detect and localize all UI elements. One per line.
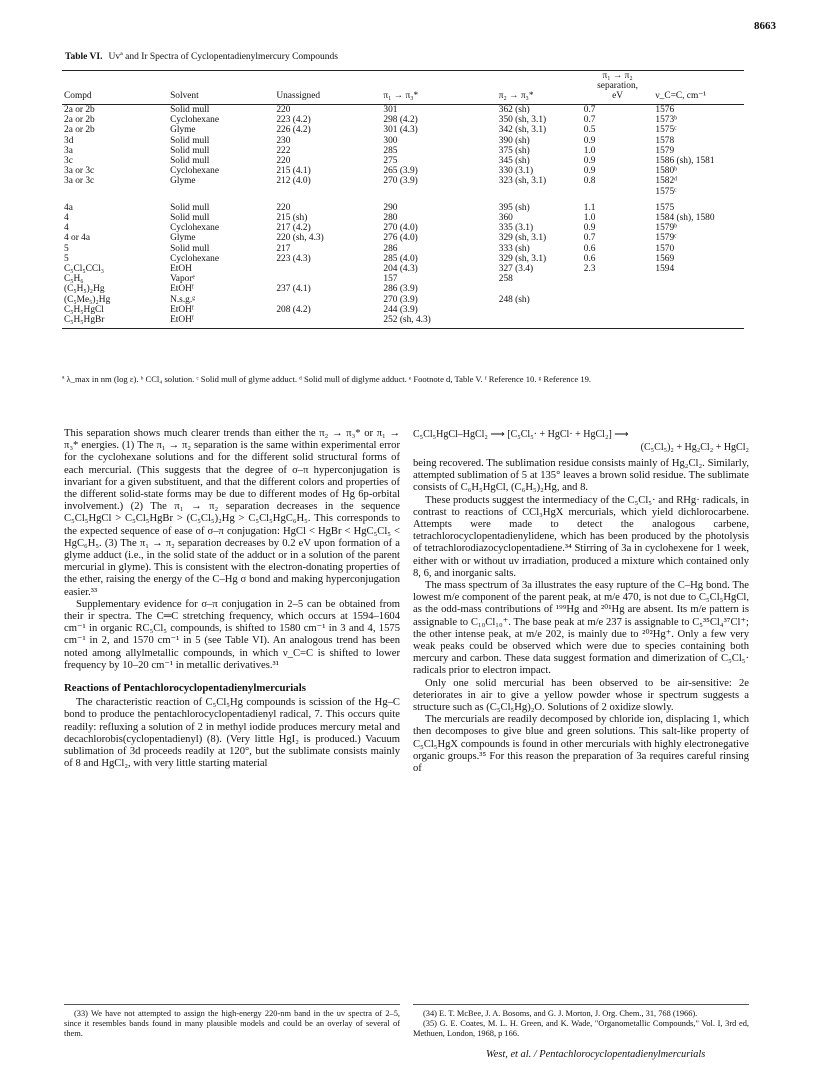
cell-compd: 3a or 3c	[64, 166, 95, 177]
cell-pi2-pi3star: 342 (sh, 3.1)	[498, 125, 547, 136]
cell-unassigned: 223 (4.2)	[276, 115, 311, 126]
section-heading: Reactions of Pentachlorocyclopentadienylmercurials	[64, 682, 306, 695]
cell-unassigned: 217 (4.2)	[276, 223, 311, 234]
table-row	[62, 125, 744, 135]
cell-unassigned: 222	[276, 145, 291, 156]
cell-compd: 4a	[64, 202, 73, 213]
cell-separation: 0.5	[583, 125, 596, 136]
cell-solvent: Glyme	[170, 125, 196, 136]
table-row	[62, 284, 744, 294]
table-label: Table VI.	[65, 52, 103, 62]
cell-separation	[582, 284, 654, 294]
cell-compd: C₅H₅HgCl	[64, 304, 104, 315]
cell-solvent: Solid mull	[170, 105, 210, 115]
equation-line-2: (C₅Cl₅)₂ + Hg₂Cl₂ + HgCl₂	[640, 442, 749, 453]
cell-compd: 2a or 2b	[64, 115, 95, 126]
cell-solvent: Glyme	[170, 176, 196, 187]
cell-compd: C₅H₅HgBr	[62, 315, 168, 329]
left-paragraph-1: This separation shows much clearer trends than either the π₂ → π₃* or π₁ → π₃* energies. (1) The π₁ → π₂ separation is the same within experimental error for the cyclohexane solutions and for the different solid structural forms of each mercurial. (This suggests that the degree of σ–π hyperconjugation is invariant for a given substituent, and that the different colors and properties of the different solid-state forms may be due to different modes of Hg 6p-orbital involvement.) (2) The π₁ → π₂ separation decreases in the sequence C₅Cl₅HgCl > C₅Cl₅HgBr > (C₅Cl₅)₂Hg > C₅Cl₅HgC₆H₅. This corresponds to the expected sequence of ease of σ–π conjugation: HgCl < HgBr < HgC₅Cl₅ < HgC₆H₅. (3) The π₁ → π₂ separation decreases by 0.2 eV upon formation of a glyme adduct (i.e., in the solid state of the adduct or in a solution of the parent mercurial in glyme). This is consistent with the electron-donating properties of the ether, raising the energy of the C–Hg σ bond and making hyperconjugation easier.³³	[64, 428, 400, 598]
table-row	[62, 274, 744, 284]
page-number: 8663	[754, 20, 776, 32]
header-pi2-pi3star: π₂ → π₃*	[497, 71, 582, 105]
cell-separation: 1.1	[583, 202, 596, 213]
cell-separation: 0.9	[583, 156, 596, 167]
cell-pi2-pi3star: 345 (sh)	[498, 156, 530, 167]
cell-unassigned: 220	[276, 105, 291, 115]
cell-pi2-pi3star: 350 (sh, 3.1)	[498, 115, 547, 126]
cell-pi1-pi3star: 285	[383, 145, 398, 156]
cell-pi2-pi3star	[497, 305, 582, 315]
cell-compd: (C₅Me₅)₂Hg	[64, 294, 111, 305]
cell-solvent: Cyclohexane	[170, 166, 220, 177]
header-pi1-pi3star: π₁ → π₃*	[381, 71, 496, 105]
cell-pi1-pi3star: 285 (4.0)	[383, 253, 418, 264]
cell-pi2-pi3star: 327 (3.4)	[498, 264, 534, 275]
footnote-33: (33) We have not attempted to assign the high-energy 220-nm band in the uv spectra of 2–5, since it resembles bands found in many plausible models and could be an overlay of several of them.	[64, 1009, 400, 1038]
cell-vcc: 1578	[655, 135, 675, 146]
cell-vcc: 1575	[655, 202, 675, 213]
cell-solvent	[168, 187, 274, 197]
table-row	[62, 156, 744, 166]
right-footnotes	[413, 1004, 749, 1039]
cell-vcc	[653, 305, 744, 315]
cell-unassigned	[274, 264, 381, 274]
cell-pi1-pi3star: 301 (4.3)	[383, 125, 418, 136]
cell-vcc	[653, 315, 744, 329]
cell-pi1-pi3star: 270 (3.9)	[383, 176, 418, 187]
table-body	[62, 105, 744, 329]
left-footnotes	[64, 1004, 400, 1039]
cell-solvent: EtOHᶠ	[168, 315, 274, 329]
cell-solvent: Vaporᵉ	[170, 274, 195, 285]
cell-solvent: N.s.g.ᵍ	[170, 294, 196, 305]
cell-vcc: 1576	[655, 105, 675, 115]
table-row	[62, 264, 744, 274]
table-footnotes: ª λ_max in nm (log ε). ᵇ CCl₄ solution. ᶜ Solid mull of glyme adduct. ᵈ Solid mull of diglyme adduct. ᵉ Footnote d, Table V. ᶠ Reference 10. ᵍ Reference 19.	[62, 374, 592, 384]
cell-separation	[582, 305, 654, 315]
table-row	[62, 105, 744, 116]
table-row	[62, 115, 744, 125]
cell-compd: (C₅H₅)₂Hg	[64, 284, 105, 295]
cell-pi1-pi3star: 275	[383, 156, 398, 167]
cell-solvent: Cyclohexane	[170, 223, 220, 234]
footnote-35: (35) G. E. Coates, M. L. H. Green, and K. Wade, "Organometallic Compounds," Vol. I, 3rd ed, Methuen, London, 1968, p 166.	[413, 1019, 749, 1038]
cell-unassigned: 208 (4.2)	[276, 304, 311, 315]
cell-unassigned: 226 (4.2)	[276, 125, 311, 136]
cell-vcc: 1579ᵇ	[655, 223, 678, 234]
cell-unassigned: 237 (4.1)	[276, 284, 311, 295]
cell-vcc: 1569	[655, 253, 675, 264]
cell-pi2-pi3star: 329 (sh, 3.1)	[498, 233, 547, 244]
cell-separation: 0.6	[583, 253, 596, 264]
cell-vcc	[653, 295, 744, 305]
header-compd: Compd	[62, 71, 168, 105]
cell-pi2-pi3star: 330 (3.1)	[498, 166, 534, 177]
cell-separation	[582, 187, 654, 197]
left-column	[64, 428, 400, 770]
cell-pi2-pi3star: 375 (sh)	[498, 145, 530, 156]
cell-separation	[582, 274, 654, 284]
cell-unassigned: 220	[276, 156, 291, 167]
table-row	[62, 295, 744, 305]
cell-vcc: 1573ᵇ	[655, 115, 678, 126]
left-paragraph-3: The characteristic reaction of C₅Cl₅Hg compounds is scission of the Hg–C bond to produce the pentachlorocyclopentadienyl radical, 7. This occurs quite readily: refluxing a solution of 2 in methyl iodide produces mercury metal and decachlorobis(cyclopentadienyl) (8). (Very little HgI₂ is produced.) Vacuum sublimation of 3d proceeds readily at 120°, but the sublimate consists mainly of 8 and HgCl₂, with very little starting material	[64, 697, 400, 770]
cell-solvent: Solid mull	[170, 202, 210, 213]
cell-pi2-pi3star: 335 (3.1)	[498, 223, 534, 234]
cell-pi1-pi3star: 244 (3.9)	[383, 304, 418, 315]
table-row	[62, 233, 744, 243]
cell-pi1-pi3star: 300	[383, 135, 398, 146]
table-header-row	[62, 71, 744, 105]
cell-pi2-pi3star: 333 (sh)	[498, 243, 530, 254]
cell-unassigned: 212 (4.0)	[276, 176, 311, 187]
cell-solvent: EtOHᶠ	[170, 284, 194, 295]
cell-vcc: 1579	[655, 145, 675, 156]
cell-separation: 0.7	[583, 105, 596, 115]
table-row	[62, 254, 744, 264]
footnote-34: (34) E. T. McBee, J. A. Bosoms, and G. J. Morton, J. Org. Chem., 31, 768 (1966).	[423, 1009, 698, 1018]
spectra-table	[62, 70, 744, 329]
cell-solvent: EtOH	[170, 264, 192, 275]
cell-separation: 0.9	[583, 223, 596, 234]
cell-solvent: Solid mull	[170, 135, 210, 146]
cell-separation: 0.7	[583, 115, 596, 126]
cell-vcc: 1579ᶜ	[655, 233, 677, 244]
cell-compd: C₅H₆	[64, 274, 84, 285]
table-row	[62, 305, 744, 315]
cell-vcc: 1570	[655, 243, 675, 254]
cell-pi2-pi3star: 360	[498, 213, 513, 224]
table-row	[62, 223, 744, 233]
cell-pi1-pi3star: 252 (sh, 4.3)	[381, 315, 496, 329]
cell-solvent: EtOHᶠ	[170, 304, 194, 315]
cell-compd: 3d	[64, 135, 74, 146]
cell-vcc: 1580ᵇ	[655, 166, 678, 177]
cell-separation	[582, 315, 654, 329]
equation-line-1: C₅Cl₅HgCl–HgCl₂ ⟶ [C₅Cl₅· + HgCl· + HgCl₂] ⟶	[413, 429, 629, 440]
cell-pi1-pi3star: 298 (4.2)	[383, 115, 418, 126]
cell-pi2-pi3star	[497, 284, 582, 294]
cell-separation	[582, 295, 654, 305]
table-row	[62, 166, 744, 176]
right-paragraph-5: The mercurials are readily decomposed by chloride ion, displacing 1, which then decomposes to give blue and green solutions. This salt-like property of C₅Cl₅HgX compounds is found in other mercurials with highly electronegative organic groups.³⁵ For this reason the preparation of 3a requires careful rinsing of	[413, 714, 749, 775]
cell-pi1-pi3star: 286 (3.9)	[383, 284, 418, 295]
cell-compd: 5	[64, 243, 69, 254]
cell-unassigned: 220	[276, 202, 291, 213]
table-row	[62, 213, 744, 223]
cell-unassigned	[274, 295, 381, 305]
cell-separation: 1.0	[583, 213, 596, 224]
running-footer: West, et al. / Pentachlorocyclopentadienylmercurials	[486, 1049, 706, 1060]
cell-unassigned	[274, 315, 381, 329]
cell-pi1-pi3star: 157	[383, 274, 398, 285]
cell-pi1-pi3star	[381, 187, 496, 197]
cell-compd: 4	[64, 223, 69, 234]
cell-pi1-pi3star: 270 (4.0)	[383, 223, 418, 234]
cell-compd	[62, 187, 168, 197]
cell-separation: 0.9	[583, 135, 596, 146]
cell-pi2-pi3star: 395 (sh)	[498, 202, 530, 213]
cell-compd: 3a or 3c	[64, 176, 95, 187]
cell-vcc: 1575ᶜ	[655, 186, 677, 197]
table-row	[62, 244, 744, 254]
cell-pi2-pi3star: 362 (sh)	[498, 105, 530, 115]
cell-pi1-pi3star: 290	[383, 202, 398, 213]
cell-pi1-pi3star: 265 (3.9)	[383, 166, 418, 177]
cell-unassigned: 230	[276, 135, 291, 146]
table-row	[62, 315, 744, 329]
cell-compd: 4	[64, 213, 69, 224]
cell-solvent: Solid mull	[170, 243, 210, 254]
cell-vcc	[653, 274, 744, 284]
cell-separation: 0.7	[583, 233, 596, 244]
header-sep-unit: eV	[612, 91, 624, 101]
cell-vcc: 1582ᵈ	[655, 176, 678, 187]
cell-unassigned: 215 (sh)	[276, 213, 308, 224]
table-row	[62, 136, 744, 146]
cell-pi2-pi3star: 258	[498, 274, 513, 285]
header-separation	[582, 71, 654, 105]
right-paragraph-2: These products suggest the intermediacy of the C₅Cl₅· and RHg· radicals, in contrast to reactions of CCl₃HgX mercurials, which yield dichlorocarbene. Attempts were made to detect the analogous carbene, tetrachlorocyclopentadienylidene, which has been produced by the photolysis of tetrachlorodiazocyclopentadiene.³⁴ Stirring of 3a in cyclohexene for 1 week, either with or without uv irradiation, produced a mixture which contained only 8, 6, and inorganic salts.	[413, 494, 749, 579]
cell-vcc: 1575ᶜ	[655, 125, 677, 136]
cell-unassigned: 220 (sh, 4.3)	[276, 233, 324, 244]
cell-pi1-pi3star: 280	[383, 213, 398, 224]
cell-solvent: Solid mull	[170, 156, 210, 167]
cell-separation: 2.3	[583, 264, 596, 275]
cell-pi1-pi3star: 301	[383, 105, 398, 115]
cell-separation: 0.8	[583, 176, 596, 187]
cell-solvent: Solid mull	[170, 145, 210, 156]
cell-pi1-pi3star: 286	[383, 243, 398, 254]
cell-unassigned	[274, 187, 381, 197]
cell-solvent: Solid mull	[170, 213, 210, 224]
table-row	[62, 187, 744, 197]
cell-pi2-pi3star: 329 (sh, 3.1)	[498, 253, 547, 264]
cell-pi2-pi3star	[497, 315, 582, 329]
left-paragraph-2: Supplementary evidence for σ–π conjugation in 2–5 can be obtained from their ir spectra. The C═C stretching frequency, which occurs at 1594–1604 cm⁻¹ in organic RC₅Cl₅ compounds, is shifted to 1580 cm⁻¹ in 3 and 4, 1575 cm⁻¹ in 2, and 1570 cm⁻¹ in 5 (see Table VI). An analogous trend has been noted among allylmetallic compounds, in which ν_C=C is shifted to lower frequency by 10–20 cm⁻¹ in metallic derivatives.³¹	[64, 598, 400, 671]
cell-separation: 0.9	[583, 166, 596, 177]
header-sep-mid: separation,	[597, 81, 639, 91]
header-unassigned: Unassigned	[274, 71, 381, 105]
cell-pi2-pi3star: 390 (sh)	[498, 135, 530, 146]
cell-solvent: Cyclohexane	[170, 115, 220, 126]
cell-unassigned: 223 (4.3)	[276, 253, 311, 264]
table-title	[65, 52, 338, 62]
cell-unassigned: 215 (4.1)	[276, 166, 311, 177]
cell-vcc	[653, 284, 744, 294]
cell-compd: 2a or 2b	[64, 105, 95, 115]
cell-vcc: 1594	[655, 264, 675, 275]
table-row	[62, 197, 744, 213]
cell-unassigned	[274, 274, 381, 284]
right-column	[413, 428, 749, 775]
right-paragraph-1: being recovered. The sublimation residue consists mainly of Hg₂Cl₂. Similarly, attempted sublimation of 5 at 135° leaves a brown solid residue. The sublimate consists of C₆H₅HgCl, (C₆H₅)₂Hg, and 8.	[413, 458, 749, 494]
cell-solvent: Glyme	[170, 233, 196, 244]
table-caption: Uvª and Ir Spectra of Cyclopentadienylmercury Compounds	[108, 52, 339, 62]
cell-pi1-pi3star: 270 (3.9)	[383, 294, 418, 305]
cell-separation: 1.0	[583, 145, 596, 156]
cell-compd: 3c	[64, 156, 73, 167]
cell-pi1-pi3star: 204 (4.3)	[383, 264, 418, 275]
cell-solvent: Cyclohexane	[170, 253, 220, 264]
table-row	[62, 146, 744, 156]
cell-vcc: 1584 (sh), 1580	[655, 213, 715, 224]
cell-pi2-pi3star: 248 (sh)	[498, 294, 530, 305]
cell-separation: 0.6	[583, 243, 596, 254]
header-solvent: Solvent	[168, 71, 274, 105]
cell-pi1-pi3star: 276 (4.0)	[383, 233, 418, 244]
reaction-equation	[413, 428, 749, 454]
cell-compd: 3a	[64, 145, 73, 156]
header-vcc: ν_C=C, cm⁻¹	[653, 71, 744, 105]
cell-pi2-pi3star	[497, 187, 582, 197]
table-row	[62, 176, 744, 186]
cell-compd: C₅Cl₅CCl₃	[64, 264, 105, 275]
right-paragraph-4: Only one solid mercurial has been observed to be air-sensitive: 2e deteriorates in air to give a yellow powder whose ir spectrum suggests a structure such as (C₅Cl₅Hg)₂O. Solutions of 2 oxidize slowly.	[413, 677, 749, 714]
cell-pi2-pi3star: 323 (sh, 3.1)	[498, 176, 547, 187]
header-sep-top: π₁ → π₂	[602, 71, 633, 81]
cell-unassigned: 217	[276, 243, 291, 254]
right-paragraph-3: The mass spectrum of 3a illustrates the easy rupture of the C–Hg bond. The lowest m/e component of the parent peak, at m/e 470, is not due to C₅Cl₅HgCl, as the odd-mass contributions of ¹⁹⁹Hg and ²⁰¹Hg are absent. Its m/e pattern is assignable to C₁₀Cl₁₀⁺. The base peak at m/e 237 is assignable to C₅³⁵Cl₄³⁷Cl⁺; the other intense peak, at m/e 202, is mainly due to ²⁰²Hg⁺. Only a few very weak peaks could be observed which were due to species containing both mercury and carbon. These data suggest formation and dimerization of C₅Cl₅· radicals prior to electron impact.	[413, 580, 749, 677]
cell-compd: 5	[64, 253, 69, 264]
cell-compd: 2a or 2b	[64, 125, 95, 136]
cell-vcc: 1586 (sh), 1581	[655, 156, 715, 167]
cell-compd: 4 or 4a	[64, 233, 91, 244]
